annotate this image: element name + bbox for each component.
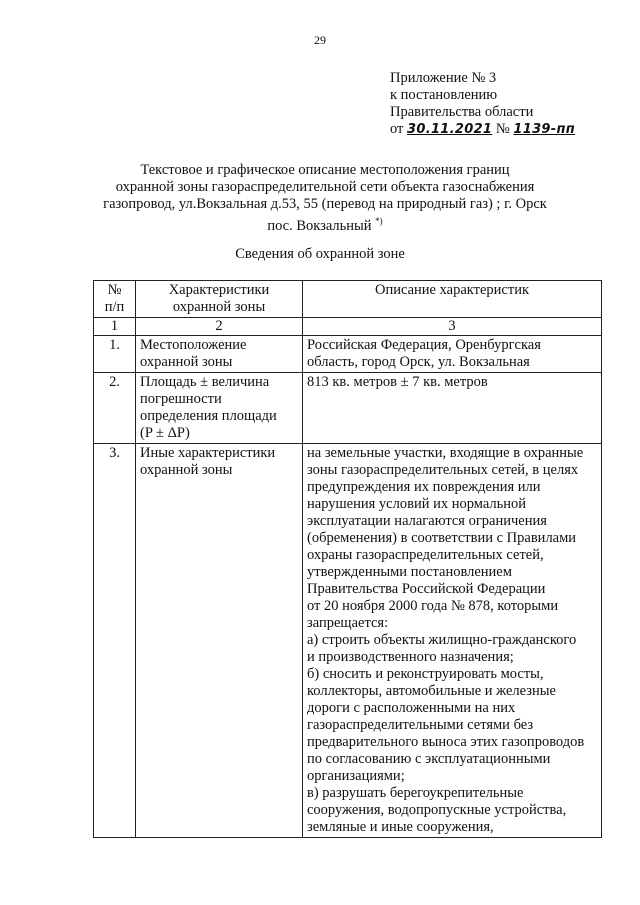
characteristic-line: Иные характеристики xyxy=(140,445,276,461)
table-row xyxy=(94,373,602,444)
title-line: газопровод, ул.Вокзальная д.53, 55 (перевод на природный газ) ; г. Орск xyxy=(103,196,547,212)
description-line: охраны газораспределительных сетей, xyxy=(307,547,544,563)
row-number: 1. xyxy=(94,336,136,373)
description-line: на земельные участки, входящие в охранные xyxy=(307,445,584,461)
table-header-row xyxy=(94,281,602,318)
title-line xyxy=(60,213,590,235)
description-line: газораспределительными сетями без xyxy=(307,717,534,733)
from-label: от xyxy=(390,121,404,137)
description-line: нарушения условий их нормальной xyxy=(307,496,527,512)
characteristic-line: (P ± ΔP) xyxy=(140,425,190,441)
characteristic-line: Местоположение xyxy=(140,337,247,353)
section-subtitle: Сведения об охранной зоне xyxy=(235,246,405,262)
row-characteristic xyxy=(136,444,303,838)
page-number: 29 xyxy=(314,33,326,47)
description-line: сооружения, водопропускные устройства, xyxy=(307,802,567,818)
description-line: а) строить объекты жилищно-гражданского xyxy=(307,632,577,648)
characteristic-line: определения площади xyxy=(140,408,277,424)
description-line: коллекторы, автомобильные и железные xyxy=(307,683,556,699)
column-number-row xyxy=(94,318,602,336)
number-label: № xyxy=(495,121,510,137)
appendix-line: к постановлению xyxy=(390,87,498,103)
header-number xyxy=(94,281,136,318)
description-line: предупреждения их повреждения или xyxy=(307,479,541,495)
description-line: область, город Орск, ул. Вокзальная xyxy=(307,354,530,370)
title-line: Текстовое и графическое описание местоположения границ xyxy=(140,162,510,178)
row-characteristic xyxy=(136,373,303,444)
appendix-date-line xyxy=(390,121,575,138)
document-title xyxy=(60,162,590,235)
description-line: утвержденными постановлением xyxy=(307,564,512,580)
row-characteristic xyxy=(136,336,303,373)
description-line: по согласованию с эксплуатационными xyxy=(307,751,551,767)
description-line: запрещается: xyxy=(307,615,389,631)
row-number: 2. xyxy=(94,373,136,444)
appendix-line: Правительства области xyxy=(390,104,534,120)
appendix-line: Приложение № 3 xyxy=(390,70,497,86)
table-row xyxy=(94,444,602,838)
header-text: № xyxy=(107,282,122,298)
handwritten-number: 1139-пп xyxy=(513,122,576,137)
description-line: земляные и иные сооружения, xyxy=(307,819,494,835)
description-line: предварительного выноса этих газопроводов xyxy=(307,734,585,750)
header-text: Характеристики xyxy=(168,282,270,298)
column-number: 3 xyxy=(303,318,602,336)
description-line: эксплуатации налагаются ограничения xyxy=(307,513,547,529)
description-line: в) разрушать берегоукрепительные xyxy=(307,785,524,801)
header-text: Описание характеристик xyxy=(374,282,529,298)
description-line: от 20 ноября 2000 года № 878, которыми xyxy=(307,598,559,614)
appendix-header xyxy=(390,70,575,138)
header-description xyxy=(303,281,602,318)
description-line: организациями; xyxy=(307,768,405,784)
column-number: 1 xyxy=(94,318,136,336)
header-characteristics xyxy=(136,281,303,318)
description-line: дороги с расположенными на них xyxy=(307,700,516,716)
description-line: Правительства Российской Федерации xyxy=(307,581,546,597)
description-line: зоны газораспределительных сетей, в целях xyxy=(307,462,579,478)
title-line-text: пос. Вокзальный xyxy=(267,217,372,234)
row-description xyxy=(303,336,602,373)
handwritten-date: 30.11.2021 xyxy=(407,122,493,137)
characteristic-line: Площадь ± величина xyxy=(140,374,270,390)
header-text: п/п xyxy=(104,299,125,315)
row-description xyxy=(303,373,602,444)
description-line: б) сносить и реконструировать мосты, xyxy=(307,666,544,682)
column-number: 2 xyxy=(136,318,303,336)
table-row xyxy=(94,336,602,373)
characteristic-line: охранной зоны xyxy=(140,462,233,478)
description-line: (обременения) в соответствии с Правилами xyxy=(307,530,577,546)
row-description xyxy=(303,444,602,838)
protection-zone-table xyxy=(93,280,602,838)
characteristic-line: охранной зоны xyxy=(140,354,233,370)
description-line: 813 кв. метров ± 7 кв. метров xyxy=(307,374,488,390)
header-text: охранной зоны xyxy=(172,299,266,315)
description-line: и производственного назначения; xyxy=(307,649,514,665)
description-line: Российская Федерация, Оренбургская xyxy=(307,337,541,353)
row-number: 3. xyxy=(94,444,136,838)
footnote-mark: *) xyxy=(375,216,383,226)
characteristic-line: погрешности xyxy=(140,391,222,407)
title-line: охранной зоны газораспределительной сети объекта газоснабжения xyxy=(115,179,535,195)
